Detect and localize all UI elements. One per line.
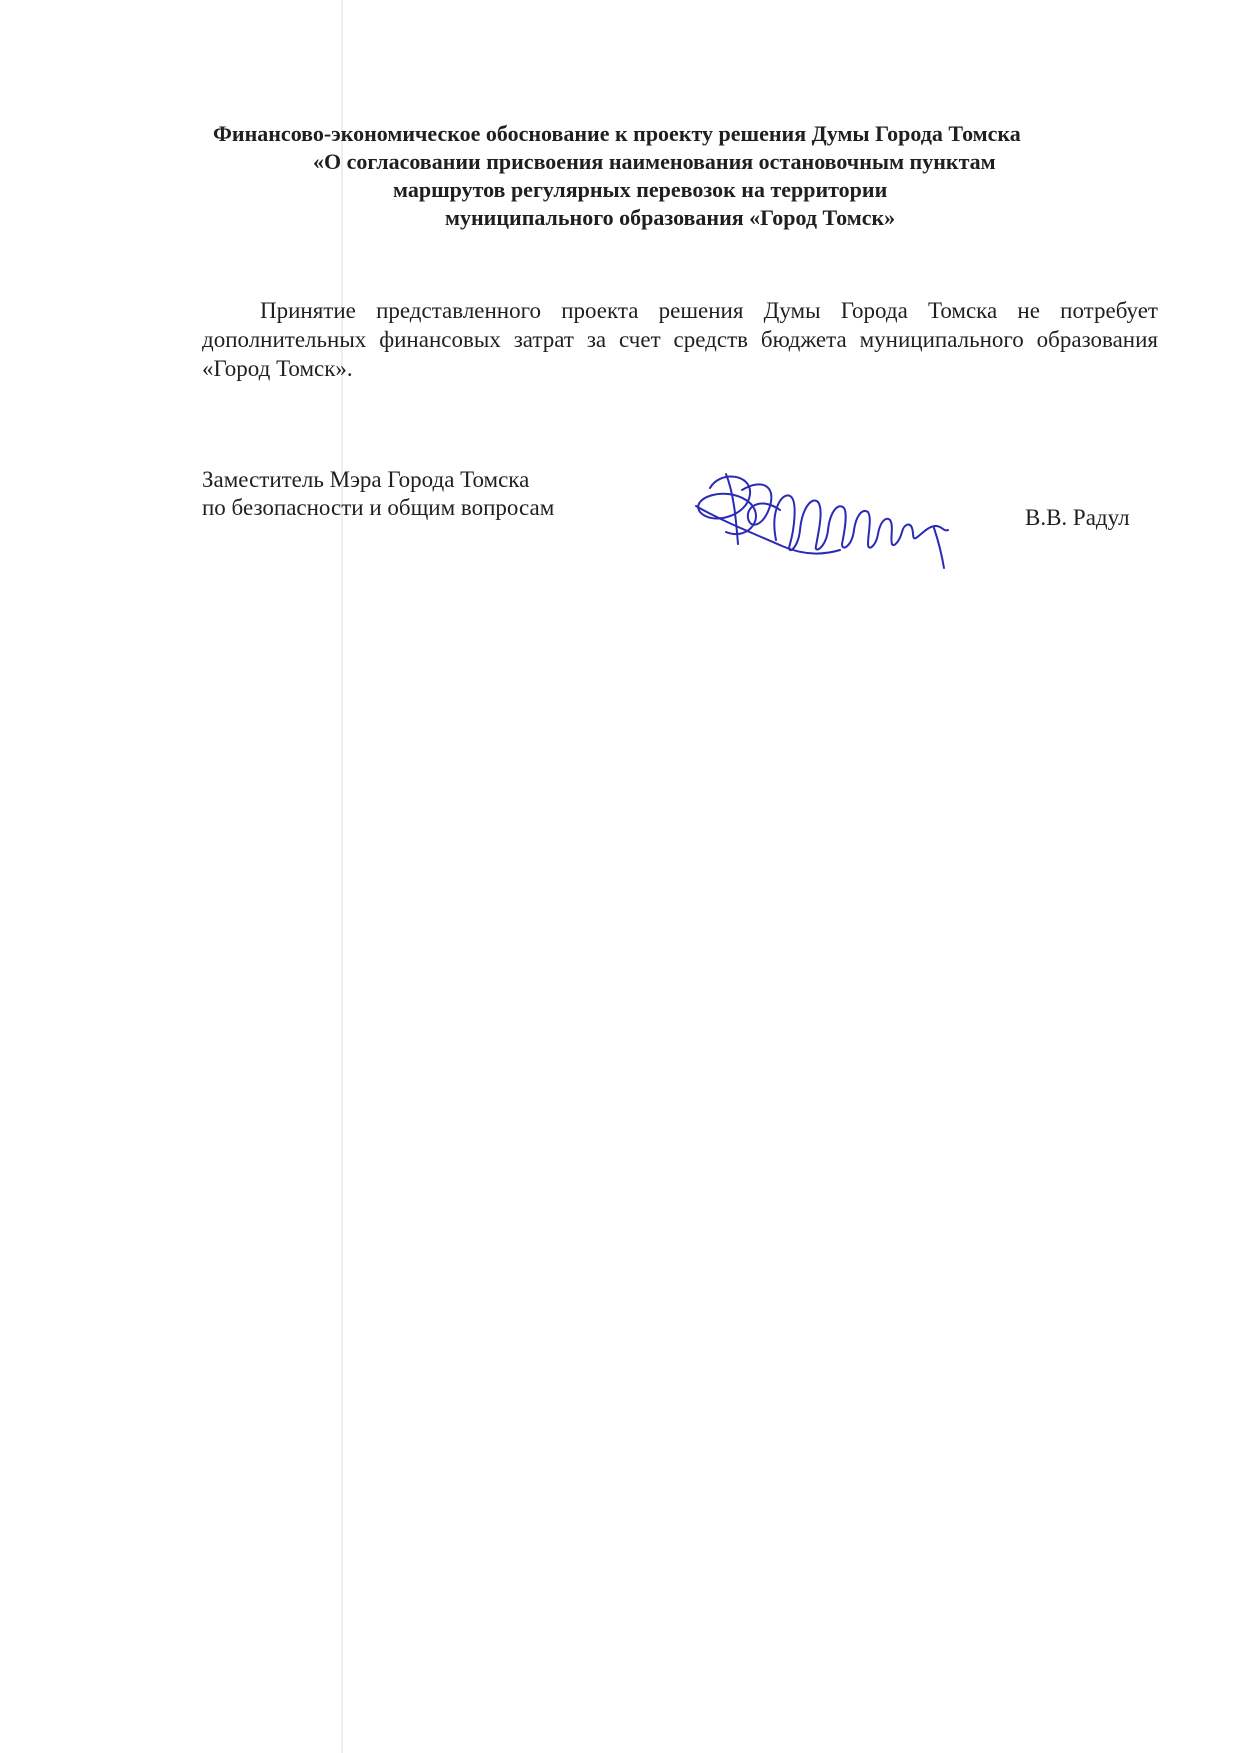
title-line-4: муниципального образования «Город Томск» [445, 205, 896, 230]
document-title [190, 120, 1150, 232]
signer-name: В.В. Радул [1025, 505, 1130, 530]
scan-fold-line [341, 0, 343, 1753]
body-paragraph: Принятие представленного проекта решения Думы Города Томска не потребует дополнительных финансовых затрат за счет средств бюджета муниципального образования «Город Томск». [202, 298, 1158, 381]
signer-position-line-1: Заместитель Мэра Города Томска [202, 467, 530, 492]
title-line-1: Финансово-экономическое обоснование к проекту решения Думы Города Томска [213, 121, 1021, 146]
signer-position [202, 466, 554, 522]
title-line-2: «О согласовании присвоения наименования остановочным пунктам [313, 149, 996, 174]
title-line-3: маршрутов регулярных перевозок на территории [393, 177, 888, 202]
signer-position-line-2: по безопасности и общим вопросам [202, 495, 555, 520]
handwritten-signature [690, 460, 990, 575]
